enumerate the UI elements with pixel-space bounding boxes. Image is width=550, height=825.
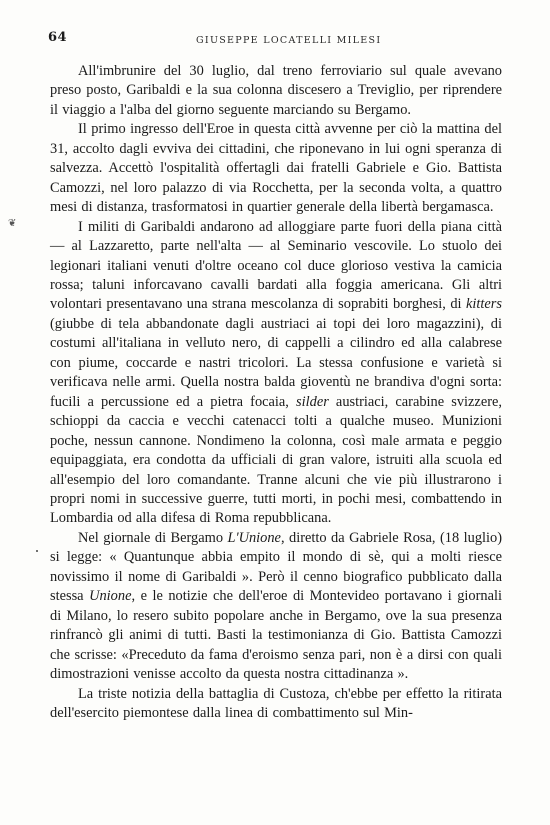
paragraph-text: , diretto da Gabriele Rosa, (18 luglio) si legge: « Quantunque abbia empito il mondo di sè, qui a molti riesce novissimo il nome di Garibaldi ». Però il cenno biografico pubblicato dalla stessa: [50, 529, 502, 605]
paragraph-text: (giubbe di tela abbandonate dagli austriaci ai topi dei loro magazzini), di costumi all'italiana in velluto nero, di cappelli a cilindro ed alla calabrese con piume, coccarde e nastri tricolori. La stessa confusione e varietà si verificava nelle armi. Quella nostra balda gioventù ne brandiva d'ogni sorta: fucili a percussione ed a pietra focaia,: [50, 315, 502, 410]
newspaper-title: L'Unione: [227, 529, 281, 546]
paragraph-text: Nel giornale di Bergamo: [78, 529, 228, 546]
margin-dot: [36, 550, 38, 552]
italic-term: kitters: [466, 296, 502, 313]
paragraph-text: I militi di Garibaldi andarono ad alloggiare parte fuori della piana città — al Lazzaretto, parte nell'alta — al Seminario vescovile. Lo stuolo dei legionari italiani venuti d'oltre oceano col duce glorioso vestiva la camicia rossa; taluni inforcavano cavalli bardati alla foggia americana. Gli altri volontari presentavano una strana mescolanza di soprabiti borghesi, di: [50, 218, 502, 313]
paragraph-text: austriaci, carabine svizzere, schioppi da caccia e vecchi catenacci tolti a qualche museo. Munizioni poche, nessun cannone. Nondimeno la colonna, così male armata e peggio equipaggiata, era condotta da ufficiali di gran valore, istruiti alla scuola ed all'esempio del loro comandante. Tranne alcuni che vie più illustrarono i propri nomi in successive guerre, tutti morti, in pochi mesi, combattendo in Lombardia od alla difesa di Roma repubblicana.: [50, 393, 502, 527]
paragraph: All'imbrunire del 30 luglio, dal treno ferroviario sul quale avevano preso posto, Garibaldi e la sua colonna discesero a Treviglio, per riprendere il viaggio a l'alba del giorno seguente marciando su Bergamo.: [50, 63, 502, 118]
paragraph: [50, 218, 502, 529]
newspaper-title: Unione: [89, 588, 132, 605]
running-head: GIUSEPPE LOCATELLI MILESI: [196, 35, 382, 46]
paragraph: [50, 529, 502, 685]
margin-mark: ❦: [8, 218, 17, 229]
paragraph-text: , e le notizie che dell'eroe di Montevideo portavano i giornali di Milano, lo resero subito popolare anche in Bergamo, ove la sua presenza rinfrancò gli animi di tutti. Basti la testimonianza di Gio. Battista Camozzi che scrisse: «Preceduto da fama d'eroismo senza pari, non è a dirsi con quali dimostrazioni venisse accolto da questa nostra cittadinanza ».: [50, 588, 502, 683]
page-number: 64: [48, 30, 68, 45]
paragraph: Il primo ingresso dell'Eroe in questa città avvenne per ciò la mattina del 31, accolto dagli evviva dei cittadini, che riponevano in lui ogni speranza di salvezza. Accettò l'ospitalità offertagli dai fratelli Gabriele e Gio. Battista Camozzi, nel loro palazzo di via Rocchetta, per la seconda volta, a quattro mesi di distanza, trasformatosi in quartier generale della libertà bergamasca.: [50, 121, 502, 216]
page-header: [48, 30, 506, 50]
body-text: [50, 62, 502, 723]
paragraph: La triste notizia della battaglia di Custoza, ch'ebbe per effetto la ritirata dell'esercito piemontese dalla linea di combattimento sul Min-: [50, 685, 502, 721]
italic-term: silder: [296, 393, 329, 410]
